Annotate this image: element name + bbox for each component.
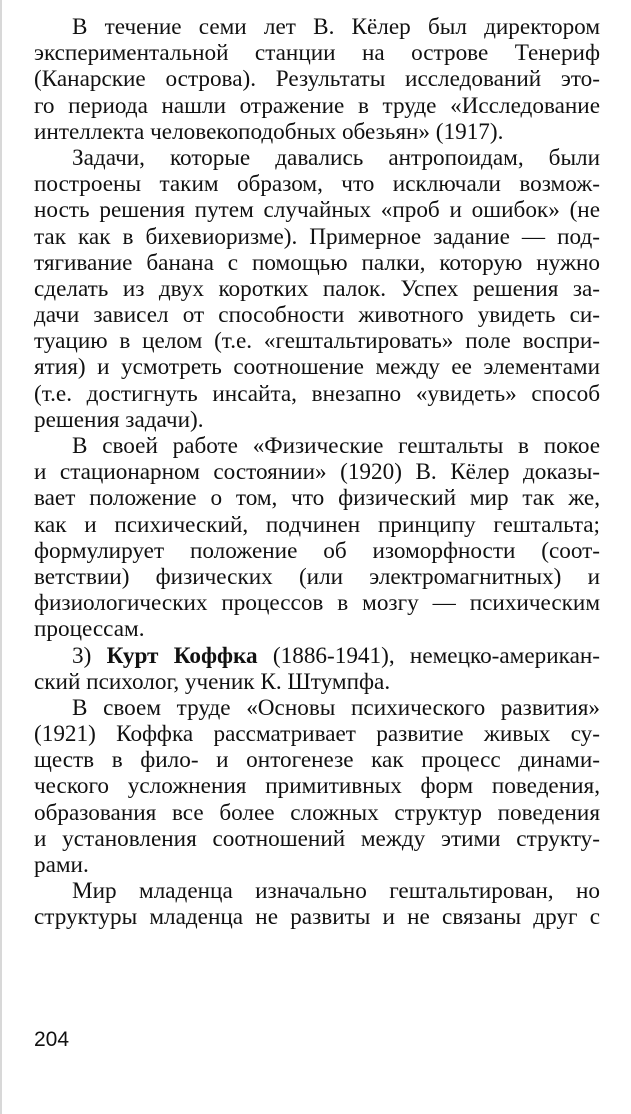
text-line: дачи зависел от способности животного увидеть си- — [34, 302, 600, 329]
text-line: тягивание банана с помощью палки, которую нужно — [34, 249, 600, 276]
text-line: ческого усложнения примитивных форм поведения, — [34, 773, 600, 800]
text-line: ветствии) физических (или электромагнитных) и — [34, 563, 600, 590]
text-line: В течение семи лет В. Кёлер был директором — [72, 14, 600, 40]
text-line: го периода нашли отражение в труде «Исследование — [34, 92, 600, 119]
text-line: и установления соотношений между этими структу- — [34, 825, 600, 852]
text-line: ность решения путем случайных «проб и ошибок» (не — [34, 197, 600, 224]
text-line: решения задачи). — [34, 406, 204, 433]
text-line: физиологических процессов в мозгу — психическим — [34, 590, 600, 617]
text-line: так как в бихевиоризме). Примерное задание — под- — [34, 223, 600, 250]
text-line: Мир младенца изначально гештальтирован, но — [72, 878, 600, 905]
text-line: экспериментальной станции на острове Тенериф — [34, 40, 600, 67]
text-line — [34, 643, 600, 669]
text-line: образования все более сложных структур поведения — [34, 799, 600, 826]
text-line: (1921) Коффка рассматривает развитие живых су- — [34, 721, 600, 748]
text-line: (Канарские острова). Результаты исследований это- — [34, 66, 600, 93]
text-line: вает положение о том, что физический мир так же, — [34, 485, 600, 512]
text-line: формулирует положение об изоморфности (соот- — [34, 537, 600, 564]
text-line: сделать из двух коротких палок. Успех решения за- — [34, 275, 600, 302]
text-line: интеллекта человекоподобных обезьян» (1917). — [34, 118, 504, 145]
text-line: процессам. — [34, 616, 145, 643]
text-line: и стационарном состоянии» (1920) В. Кёлер доказы- — [34, 459, 600, 486]
list-marker: 3) — [72, 642, 107, 669]
text-line: ский психолог, ученик К. Штумпфа. — [34, 668, 391, 695]
body-text — [34, 14, 600, 931]
text-line: ятия) и усмотреть соотношение между ее элементами — [34, 354, 600, 381]
text-line: структуры младенца не развиты и не связаны друг с — [34, 904, 600, 931]
person-name: Курт Коффка — [106, 642, 258, 669]
text-line: ществ в фило- и онтогенезе как процесс динами- — [34, 747, 600, 774]
text-line: В своей работе «Физические гештальты в покое — [72, 433, 600, 459]
line-text: (1886-1941), немецко-американ- — [257, 642, 600, 669]
text-line: рами. — [34, 852, 89, 878]
text-line: Задачи, которые давались антропоидам, были — [72, 144, 600, 171]
text-line: построены таким образом, что исключали возмож- — [34, 171, 600, 198]
page-number: 204 — [34, 1028, 70, 1051]
text-line: туацию в целом (т.е. «гештальтировать» поле воспри- — [34, 328, 600, 355]
page-edge — [0, 0, 2, 1114]
text-line: В своем труде «Основы психического развития» — [72, 694, 600, 721]
text-line: (т.е. достигнуть инсайта, внезапно «увидеть» способ — [34, 380, 600, 407]
text-line: как и психический, подчинен принципу гештальта; — [34, 511, 600, 538]
